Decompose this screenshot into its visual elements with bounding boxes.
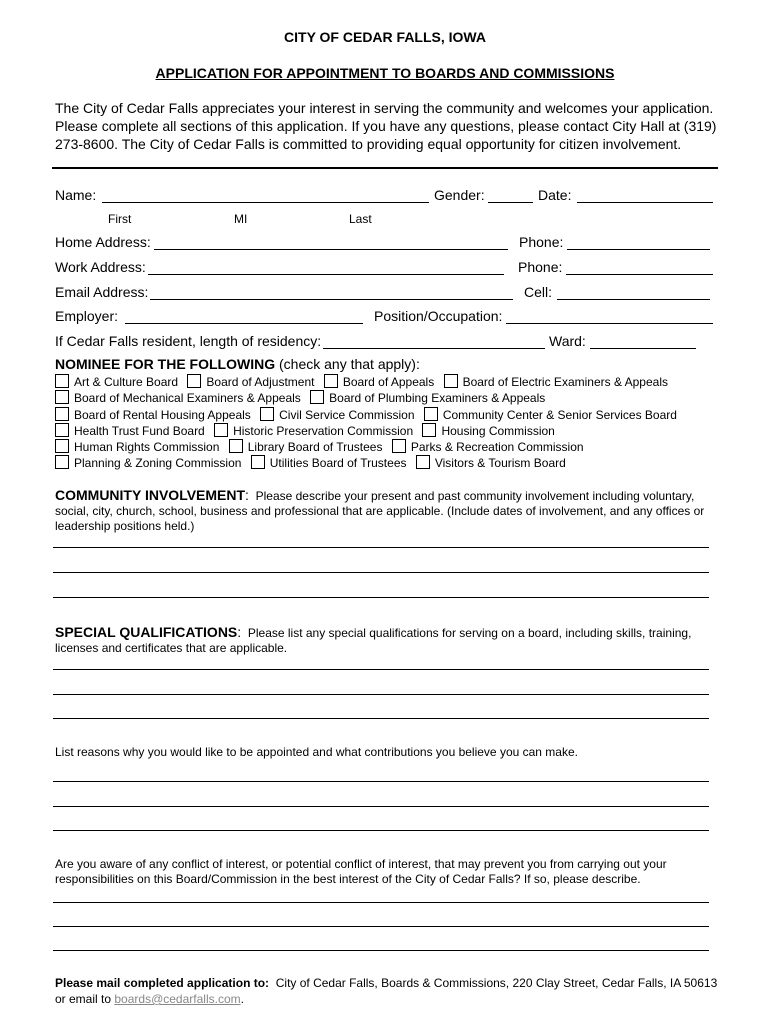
option-historic-preservation-commission[interactable]: Historic Preservation Commission: [214, 423, 413, 438]
nominee-hint: (check any that apply):: [279, 356, 420, 372]
special-qualifications-prompt: SPECIAL QUALIFICATIONS: Please list any special qualifications for serving on a board, including skills, training, licenses and certificates that are applicable.: [55, 624, 692, 655]
checkbox[interactable]: [55, 455, 69, 469]
special-heading: SPECIAL QUALIFICATIONS: [55, 624, 238, 640]
checkbox[interactable]: [55, 390, 69, 404]
nominee-row-6: [55, 455, 572, 470]
option-utilities-board-of-trustees[interactable]: Utilities Board of Trustees: [251, 455, 407, 470]
position-label: Position/Occupation:: [374, 308, 503, 324]
gender-field[interactable]: [488, 202, 533, 203]
checkbox[interactable]: [55, 439, 69, 453]
nominee-row-2: [55, 390, 551, 405]
nominee-row-5: [55, 439, 590, 454]
option-board-of-rental-housing-appeals[interactable]: Board of Rental Housing Appeals: [55, 407, 251, 422]
checkbox[interactable]: [229, 439, 243, 453]
name-label: Name:: [55, 187, 97, 203]
residency-label: If Cedar Falls resident, length of residency:: [55, 333, 322, 349]
work-address-field[interactable]: [148, 274, 504, 275]
mailing-instructions: [55, 975, 720, 1007]
reasons-answer-line[interactable]: [53, 830, 709, 831]
ward-label: Ward:: [549, 333, 586, 349]
city-heading: CITY OF CEDAR FALLS, IOWA: [284, 29, 486, 45]
checkbox[interactable]: [55, 423, 69, 437]
checkbox[interactable]: [392, 439, 406, 453]
checkbox[interactable]: [424, 407, 438, 421]
gender-label: Gender:: [434, 187, 485, 203]
position-field[interactable]: [506, 323, 713, 324]
option-health-trust-fund-board[interactable]: Health Trust Fund Board: [55, 423, 205, 438]
reasons-prompt: List reasons why you would like to be appointed and what contributions you believe you can make.: [55, 745, 578, 759]
checkbox[interactable]: [251, 455, 265, 469]
email-label: Email Address:: [55, 284, 149, 300]
checkbox[interactable]: [324, 374, 338, 388]
checkbox[interactable]: [187, 374, 201, 388]
nominee-row-4: [55, 423, 561, 438]
special-answer-line[interactable]: [53, 718, 709, 719]
work-phone-label: Phone:: [518, 259, 563, 275]
reasons-answer-line[interactable]: [53, 806, 709, 807]
middle-initial-caption: MI: [234, 212, 248, 226]
checkbox[interactable]: [422, 423, 436, 437]
community-answer-line[interactable]: [53, 572, 709, 573]
option-civil-service-commission[interactable]: Civil Service Commission: [260, 407, 414, 422]
special-text: Please list any special qualifications for serving on a board, including skills, training, licenses and certificates that are applicable.: [55, 626, 692, 655]
option-board-of-electric-examiners[interactable]: Board of Electric Examiners & Appeals: [444, 374, 668, 389]
option-human-rights-commission[interactable]: Human Rights Commission: [55, 439, 219, 454]
ward-field[interactable]: [590, 348, 696, 349]
community-involvement-prompt: COMMUNITY INVOLVEMENT: Please describe your present and past community involvement including voluntary, social, city, church, school, business and professional that are applicable. (Include dates of involvement, and any offices or leadership positions held.): [55, 487, 705, 533]
email-link[interactable]: boards@cedarfalls.com: [114, 992, 241, 1006]
last-name-caption: Last: [349, 212, 372, 226]
nominee-row-1: [55, 374, 674, 389]
community-heading: COMMUNITY INVOLVEMENT: [55, 487, 246, 503]
cell-field[interactable]: [557, 299, 710, 300]
date-label: Date:: [538, 187, 572, 203]
mail-address: City of Cedar Falls, Boards & Commissions, 220 Clay Street, Cedar Falls, IA 50613 or email to: [55, 976, 718, 1006]
option-library-board-of-trustees[interactable]: Library Board of Trustees: [229, 439, 383, 454]
nominee-heading: [55, 356, 420, 372]
checkbox[interactable]: [310, 390, 324, 404]
community-answer-line[interactable]: [53, 547, 709, 548]
option-housing-commission[interactable]: Housing Commission: [422, 423, 554, 438]
option-board-of-mechanical-examiners[interactable]: Board of Mechanical Examiners & Appeals: [55, 390, 301, 405]
nominee-heading-text: NOMINEE FOR THE FOLLOWING: [55, 356, 276, 372]
date-field[interactable]: [577, 202, 713, 203]
community-answer-line[interactable]: [53, 597, 709, 598]
option-board-of-plumbing-examiners[interactable]: Board of Plumbing Examiners & Appeals: [310, 390, 545, 405]
mail-label: Please mail completed application to:: [55, 976, 270, 990]
email-field[interactable]: [150, 299, 513, 300]
option-parks-recreation-commission[interactable]: Parks & Recreation Commission: [392, 439, 584, 454]
special-answer-line[interactable]: [53, 694, 709, 695]
community-text: Please describe your present and past community involvement including voluntary, social, city, church, school, business and professional that are applicable. (Include dates of involvement, and any offices or leadership positions held.): [55, 489, 705, 533]
conflict-answer-line[interactable]: [53, 926, 709, 927]
employer-field[interactable]: [125, 323, 363, 324]
first-name-caption: First: [108, 212, 132, 226]
option-art-culture-board[interactable]: Art & Culture Board: [55, 374, 178, 389]
work-phone-field[interactable]: [566, 274, 713, 275]
checkbox[interactable]: [260, 407, 274, 421]
reasons-answer-line[interactable]: [53, 781, 709, 782]
checkbox[interactable]: [444, 374, 458, 388]
cell-label: Cell:: [524, 284, 553, 300]
checkbox[interactable]: [416, 455, 430, 469]
conflict-answer-line[interactable]: [53, 950, 709, 951]
form-title: APPLICATION FOR APPOINTMENT TO BOARDS AND COMMISSIONS: [155, 65, 615, 81]
nominee-row-3: [55, 407, 683, 422]
employer-label: Employer:: [55, 308, 119, 324]
conflict-prompt: Are you aware of any conflict of interest, or potential conflict of interest, that may prevent you from carrying out your responsibilities on this Board/Commission in the best interest of the City of Cedar Falls? If so, please describe.: [55, 857, 667, 886]
home-phone-label: Phone:: [519, 234, 564, 250]
footer-period: .: [240, 992, 244, 1006]
option-board-of-appeals[interactable]: Board of Appeals: [324, 374, 434, 389]
option-visitors-tourism-board[interactable]: Visitors & Tourism Board: [416, 455, 566, 470]
option-planning-zoning-commission[interactable]: Planning & Zoning Commission: [55, 455, 241, 470]
section-divider: [52, 167, 718, 169]
home-address-label: Home Address:: [55, 234, 151, 250]
residency-field[interactable]: [323, 348, 545, 349]
name-field[interactable]: [102, 202, 429, 203]
checkbox[interactable]: [55, 374, 69, 388]
checkbox[interactable]: [214, 423, 228, 437]
work-address-label: Work Address:: [55, 259, 146, 275]
special-answer-line[interactable]: [53, 669, 709, 670]
home-address-field[interactable]: [154, 249, 508, 250]
conflict-answer-line[interactable]: [53, 902, 709, 903]
home-phone-field[interactable]: [567, 249, 710, 250]
checkbox[interactable]: [55, 407, 69, 421]
option-board-of-adjustment[interactable]: Board of Adjustment: [187, 374, 314, 389]
option-community-center-board[interactable]: Community Center & Senior Services Board: [424, 407, 677, 422]
intro-paragraph: The City of Cedar Falls appreciates your interest in serving the community and welcomes your application. Please complete all sections of this application. If you have any questions, please contact City Hall at (319) 273-8600. The City of Cedar Falls is committed to providing equal opportunity for citizen involvement.: [55, 100, 717, 152]
